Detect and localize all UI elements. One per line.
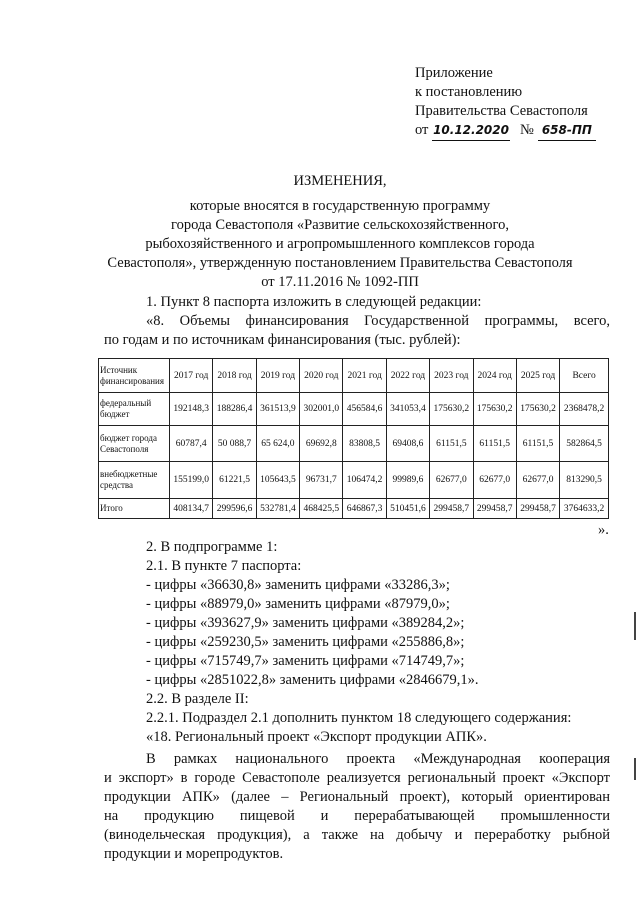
table-cell: 60787,4	[170, 426, 213, 462]
financing-table	[98, 358, 609, 519]
table-row-total	[99, 499, 609, 519]
table-cell: 61151,5	[473, 426, 516, 462]
table-header-cell: 2020 год	[300, 359, 343, 393]
item-8-line-2: по годам и по источникам финансирования (тыс. рублей):	[104, 332, 461, 348]
table-header-row	[99, 359, 609, 393]
table-cell: 50 088,7	[213, 426, 256, 462]
number-sign: №	[520, 122, 534, 138]
title-line-1: которые вносятся в государственную программу	[189, 198, 491, 214]
table-cell: 105643,5	[256, 462, 299, 499]
item-1-text: 1. Пункт 8 паспорта изложить в следующей редакции:	[146, 294, 482, 310]
decree-date-number	[415, 121, 596, 141]
table-cell: 361513,9	[256, 393, 299, 426]
final-para-line-4: на продукцию пищевой и перерабатывающей промышленности	[104, 808, 610, 824]
item-8-line-1: «8. Объемы финансирования Государственной программы, всего,	[146, 313, 610, 329]
table-cell: 299458,7	[430, 499, 473, 519]
table-cell: 813290,5	[560, 462, 609, 499]
replace-line-5: - цифры «715749,7» заменить цифрами «714749,7»;	[146, 653, 465, 669]
table-cell: Итого	[99, 499, 170, 519]
scan-edge-mark	[634, 612, 636, 640]
replace-line-4: - цифры «259230,5» заменить цифрами «255886,8»;	[146, 634, 465, 650]
scan-edge-mark	[634, 758, 636, 780]
table-cell: 155199,0	[170, 462, 213, 499]
table-cell: 61221,5	[213, 462, 256, 499]
table-cell: 96731,7	[300, 462, 343, 499]
table-row	[99, 393, 609, 426]
appendix-line-2: к постановлению	[415, 84, 523, 100]
appendix-line-1: Приложение	[415, 65, 493, 81]
replace-line-3: - цифры «393627,9» заменить цифрами «389284,2»;	[146, 615, 465, 631]
table-header-cell: 2023 год	[430, 359, 473, 393]
section-2-line-2: 2.1. В пункте 7 паспорта:	[146, 558, 302, 574]
table-cell: 510451,6	[386, 499, 429, 519]
item-18-title: «18. Региональный проект «Экспорт продукции АПК».	[146, 729, 487, 745]
table-cell: 2368478,2	[560, 393, 609, 426]
table-cell: 341053,4	[386, 393, 429, 426]
table-cell: 61151,5	[430, 426, 473, 462]
final-para-line-6: продукции и морепродуктов.	[104, 846, 284, 862]
table-cell: 188286,4	[213, 393, 256, 426]
table-cell: 456584,6	[343, 393, 386, 426]
table-header-cell: Источник финансирования	[99, 359, 170, 393]
decree-number: 658-ПП	[538, 121, 596, 141]
table-cell: 62677,0	[473, 462, 516, 499]
table-cell: внебюджетные средства	[99, 462, 170, 499]
table-cell: 468425,5	[300, 499, 343, 519]
final-para-line-1: В рамках национального проекта «Международная кооперация	[146, 751, 610, 767]
table-cell: федеральный бюджет	[99, 393, 170, 426]
table-header-cell: 2017 год	[170, 359, 213, 393]
table-cell: 61151,5	[516, 426, 559, 462]
title-heading: ИЗМЕНЕНИЯ,	[293, 173, 387, 189]
table-cell: 175630,2	[516, 393, 559, 426]
table-header-cell: 2022 год	[386, 359, 429, 393]
document-title	[80, 172, 600, 292]
table-header-cell: 2025 год	[516, 359, 559, 393]
replace-line-2: - цифры «88979,0» заменить цифрами «87979,0»;	[146, 596, 450, 612]
section-2-2-1-text: 2.2.1. Подраздел 2.1 дополнить пунктом 18 следующего содержания:	[146, 710, 572, 726]
section-2-line-1: 2. В подпрограмме 1:	[146, 539, 278, 555]
table-cell: 302001,0	[300, 393, 343, 426]
section-2-2-heading: 2.2. В разделе II:	[146, 691, 249, 707]
table-cell: 175630,2	[473, 393, 516, 426]
final-para-line-3: продукции АПК» (далее – Региональный проект), который ориентирован	[104, 789, 610, 805]
table-header-cell: 2018 год	[213, 359, 256, 393]
table-row	[99, 462, 609, 499]
closing-quote: ».	[598, 522, 609, 538]
table-cell: 69408,6	[386, 426, 429, 462]
table-cell: 646867,3	[343, 499, 386, 519]
table-cell: бюджет города Севастополя	[99, 426, 170, 462]
table-cell: 3764633,2	[560, 499, 609, 519]
table-cell: 99989,6	[386, 462, 429, 499]
table-header-cell: 2024 год	[473, 359, 516, 393]
final-para-line-5: (винодельческая продукция), а также на добычу и переработку рыбной	[104, 827, 610, 843]
table-cell: 83808,5	[343, 426, 386, 462]
table-cell: 582864,5	[560, 426, 609, 462]
table-cell: 299458,7	[473, 499, 516, 519]
table-cell: 69692,8	[300, 426, 343, 462]
table-cell: 106474,2	[343, 462, 386, 499]
table-cell: 192148,3	[170, 393, 213, 426]
table-cell: 62677,0	[516, 462, 559, 499]
title-line-4: Севастополя», утвержденную постановлением Правительства Севастополя	[107, 255, 573, 271]
title-line-5: от 17.11.2016 № 1092-ПП	[261, 274, 419, 290]
final-para-line-2: и экспорт» в городе Севастополе реализуется региональный проект «Экспорт	[104, 770, 610, 786]
title-line-2: города Севастополя «Развитие сельскохозяйственного,	[171, 217, 509, 233]
table-cell: 299458,7	[516, 499, 559, 519]
decree-date: 10.12.2020	[432, 121, 510, 141]
table-cell: 175630,2	[430, 393, 473, 426]
table-header-cell: 2019 год	[256, 359, 299, 393]
table-cell: 62677,0	[430, 462, 473, 499]
appendix-header	[415, 64, 596, 141]
table-cell: 299596,6	[213, 499, 256, 519]
replace-line-1: - цифры «36630,8» заменить цифрами «33286,3»;	[146, 577, 450, 593]
title-line-3: рыбохозяйственного и агропромышленного комплексов города	[145, 236, 535, 252]
table-cell: 65 624,0	[256, 426, 299, 462]
appendix-line-3: Правительства Севастополя	[415, 103, 588, 119]
replace-line-6: - цифры «2851022,8» заменить цифрами «2846679,1».	[146, 672, 479, 688]
ot-label: от	[415, 122, 429, 138]
table-cell: 408134,7	[170, 499, 213, 519]
table-header-cell: Всего	[560, 359, 609, 393]
table-cell: 532781,4	[256, 499, 299, 519]
table-row	[99, 426, 609, 462]
table-header-cell: 2021 год	[343, 359, 386, 393]
